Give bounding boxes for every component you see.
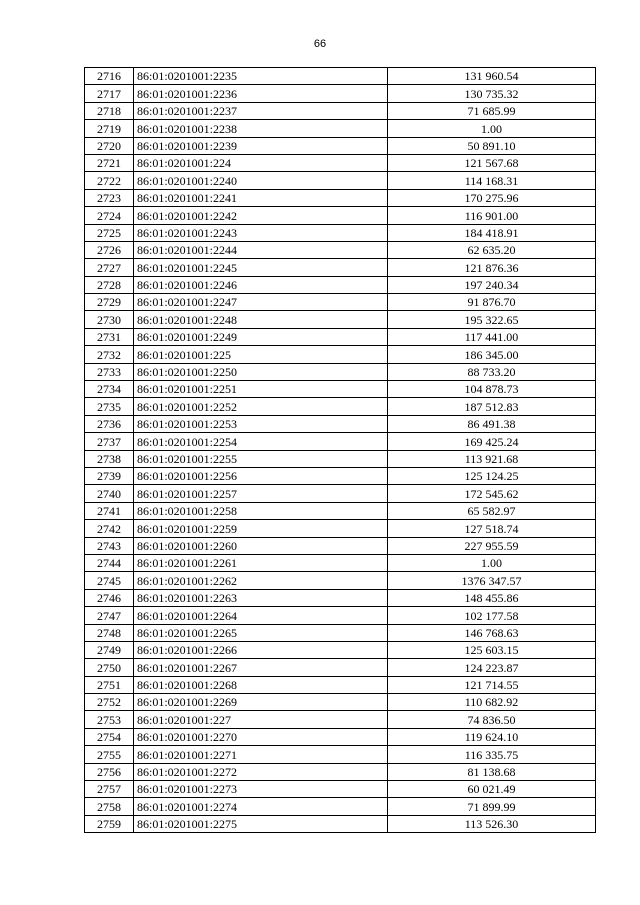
cadastral-value-cell: 74 836.50 [388, 711, 596, 728]
cadastral-number-cell: 86:01:0201001:2250 [134, 363, 388, 380]
row-number-cell: 2746 [85, 589, 134, 606]
row-number-cell: 2751 [85, 676, 134, 693]
table-row [85, 815, 596, 832]
row-number-cell: 2716 [85, 68, 134, 85]
row-number-cell: 2717 [85, 85, 134, 102]
cadastral-value-cell: 113 526.30 [388, 815, 596, 832]
cadastral-value-cell: 110 682.92 [388, 694, 596, 711]
row-number-cell: 2754 [85, 728, 134, 745]
row-number-cell: 2729 [85, 294, 134, 311]
cadastral-number-cell: 86:01:0201001:2256 [134, 467, 388, 484]
cadastral-value-cell: 148 455.86 [388, 589, 596, 606]
cadastral-number-cell: 86:01:0201001:2254 [134, 433, 388, 450]
cadastral-value-cell: 187 512.83 [388, 398, 596, 415]
table-row [85, 467, 596, 484]
cadastral-number-cell: 86:01:0201001:2269 [134, 694, 388, 711]
table-row [85, 328, 596, 345]
table-row [85, 607, 596, 624]
table-row [85, 398, 596, 415]
cadastral-number-cell: 86:01:0201001:2253 [134, 415, 388, 432]
cadastral-number-cell: 86:01:0201001:227 [134, 711, 388, 728]
row-number-cell: 2748 [85, 624, 134, 641]
row-number-cell: 2758 [85, 798, 134, 815]
cadastral-number-cell: 86:01:0201001:2261 [134, 554, 388, 571]
cadastral-number-cell: 86:01:0201001:225 [134, 346, 388, 363]
table-row [85, 659, 596, 676]
table-row [85, 694, 596, 711]
cadastral-value-cell: 114 168.31 [388, 172, 596, 189]
cadastral-number-cell: 86:01:0201001:224 [134, 154, 388, 171]
cadastral-number-cell: 86:01:0201001:2247 [134, 294, 388, 311]
cadastral-number-cell: 86:01:0201001:2241 [134, 189, 388, 206]
cadastral-number-cell: 86:01:0201001:2260 [134, 537, 388, 554]
cadastral-value-cell: 1.00 [388, 554, 596, 571]
cadastral-value-cell: 86 491.38 [388, 415, 596, 432]
row-number-cell: 2757 [85, 781, 134, 798]
cadastral-number-cell: 86:01:0201001:2236 [134, 85, 388, 102]
row-number-cell: 2756 [85, 763, 134, 780]
cadastral-value-cell: 146 768.63 [388, 624, 596, 641]
cadastral-value-cell: 60 021.49 [388, 781, 596, 798]
table-row [85, 728, 596, 745]
row-number-cell: 2742 [85, 520, 134, 537]
table-row [85, 572, 596, 589]
cadastral-number-cell: 86:01:0201001:2268 [134, 676, 388, 693]
cadastral-number-cell: 86:01:0201001:2252 [134, 398, 388, 415]
cadastral-number-cell: 86:01:0201001:2244 [134, 241, 388, 258]
cadastral-number-cell: 86:01:0201001:2237 [134, 102, 388, 119]
table-row [85, 502, 596, 519]
row-number-cell: 2752 [85, 694, 134, 711]
cadastral-number-cell: 86:01:0201001:2239 [134, 137, 388, 154]
row-number-cell: 2745 [85, 572, 134, 589]
cadastral-value-cell: 170 275.96 [388, 189, 596, 206]
row-number-cell: 2734 [85, 381, 134, 398]
table-row [85, 676, 596, 693]
cadastral-number-cell: 86:01:0201001:2272 [134, 763, 388, 780]
table-row [85, 781, 596, 798]
row-number-cell: 2733 [85, 363, 134, 380]
cadastral-number-cell: 86:01:0201001:2259 [134, 520, 388, 537]
cadastral-value-cell: 121 876.36 [388, 259, 596, 276]
cadastral-value-cell: 124 223.87 [388, 659, 596, 676]
cadastral-value-cell: 117 441.00 [388, 328, 596, 345]
table-body [85, 68, 596, 833]
row-number-cell: 2721 [85, 154, 134, 171]
row-number-cell: 2747 [85, 607, 134, 624]
table-row [85, 798, 596, 815]
table-row [85, 85, 596, 102]
table-row [85, 641, 596, 658]
cadastral-number-cell: 86:01:0201001:2266 [134, 641, 388, 658]
cadastral-number-cell: 86:01:0201001:2262 [134, 572, 388, 589]
row-number-cell: 2726 [85, 241, 134, 258]
table-row [85, 102, 596, 119]
row-number-cell: 2720 [85, 137, 134, 154]
row-number-cell: 2718 [85, 102, 134, 119]
page-number: 66 [313, 38, 327, 50]
row-number-cell: 2719 [85, 120, 134, 137]
cadastral-number-cell: 86:01:0201001:2248 [134, 311, 388, 328]
row-number-cell: 2753 [85, 711, 134, 728]
cadastral-number-cell: 86:01:0201001:2273 [134, 781, 388, 798]
table-row [85, 554, 596, 571]
cadastral-value-cell: 172 545.62 [388, 485, 596, 502]
row-number-cell: 2759 [85, 815, 134, 832]
cadastral-value-table [84, 67, 596, 833]
row-number-cell: 2744 [85, 554, 134, 571]
table-row [85, 711, 596, 728]
cadastral-number-cell: 86:01:0201001:2243 [134, 224, 388, 241]
cadastral-number-cell: 86:01:0201001:2245 [134, 259, 388, 276]
cadastral-number-cell: 86:01:0201001:2249 [134, 328, 388, 345]
table-row [85, 172, 596, 189]
row-number-cell: 2755 [85, 746, 134, 763]
table-row [85, 259, 596, 276]
cadastral-number-cell: 86:01:0201001:2238 [134, 120, 388, 137]
table-row [85, 120, 596, 137]
table-row [85, 485, 596, 502]
row-number-cell: 2732 [85, 346, 134, 363]
cadastral-value-cell: 71 685.99 [388, 102, 596, 119]
row-number-cell: 2724 [85, 207, 134, 224]
row-number-cell: 2750 [85, 659, 134, 676]
row-number-cell: 2738 [85, 450, 134, 467]
cadastral-value-cell: 65 582.97 [388, 502, 596, 519]
cadastral-number-cell: 86:01:0201001:2271 [134, 746, 388, 763]
row-number-cell: 2731 [85, 328, 134, 345]
row-number-cell: 2741 [85, 502, 134, 519]
table-row [85, 763, 596, 780]
cadastral-number-cell: 86:01:0201001:2258 [134, 502, 388, 519]
table-row [85, 68, 596, 85]
cadastral-value-cell: 1376 347.57 [388, 572, 596, 589]
table-row [85, 450, 596, 467]
row-number-cell: 2743 [85, 537, 134, 554]
row-number-cell: 2740 [85, 485, 134, 502]
table-row [85, 154, 596, 171]
table-row [85, 520, 596, 537]
cadastral-value-cell: 130 735.32 [388, 85, 596, 102]
row-number-cell: 2725 [85, 224, 134, 241]
cadastral-number-cell: 86:01:0201001:2235 [134, 68, 388, 85]
cadastral-number-cell: 86:01:0201001:2267 [134, 659, 388, 676]
cadastral-number-cell: 86:01:0201001:2265 [134, 624, 388, 641]
cadastral-value-cell: 227 955.59 [388, 537, 596, 554]
table-row [85, 415, 596, 432]
row-number-cell: 2730 [85, 311, 134, 328]
cadastral-value-cell: 88 733.20 [388, 363, 596, 380]
cadastral-value-cell: 102 177.58 [388, 607, 596, 624]
cadastral-value-cell: 125 124.25 [388, 467, 596, 484]
cadastral-value-cell: 119 624.10 [388, 728, 596, 745]
table-row [85, 589, 596, 606]
table-row [85, 363, 596, 380]
cadastral-number-cell: 86:01:0201001:2257 [134, 485, 388, 502]
cadastral-value-cell: 71 899.99 [388, 798, 596, 815]
cadastral-value-cell: 125 603.15 [388, 641, 596, 658]
row-number-cell: 2737 [85, 433, 134, 450]
cadastral-value-cell: 169 425.24 [388, 433, 596, 450]
cadastral-number-cell: 86:01:0201001:2263 [134, 589, 388, 606]
cadastral-value-cell: 1.00 [388, 120, 596, 137]
cadastral-value-cell: 116 335.75 [388, 746, 596, 763]
cadastral-number-cell: 86:01:0201001:2255 [134, 450, 388, 467]
table-row [85, 381, 596, 398]
table-row [85, 746, 596, 763]
cadastral-number-cell: 86:01:0201001:2251 [134, 381, 388, 398]
cadastral-value-cell: 62 635.20 [388, 241, 596, 258]
cadastral-value-cell: 195 322.65 [388, 311, 596, 328]
cadastral-number-cell: 86:01:0201001:2240 [134, 172, 388, 189]
cadastral-value-cell: 104 878.73 [388, 381, 596, 398]
table-row [85, 224, 596, 241]
cadastral-value-cell: 113 921.68 [388, 450, 596, 467]
table-row [85, 294, 596, 311]
row-number-cell: 2727 [85, 259, 134, 276]
table-row [85, 346, 596, 363]
cadastral-value-cell: 121 567.68 [388, 154, 596, 171]
cadastral-value-cell: 184 418.91 [388, 224, 596, 241]
cadastral-value-cell: 50 891.10 [388, 137, 596, 154]
row-number-cell: 2723 [85, 189, 134, 206]
row-number-cell: 2735 [85, 398, 134, 415]
table-row [85, 311, 596, 328]
table-row [85, 624, 596, 641]
table-row [85, 433, 596, 450]
table-row [85, 137, 596, 154]
row-number-cell: 2749 [85, 641, 134, 658]
table-row [85, 241, 596, 258]
cadastral-value-cell: 81 138.68 [388, 763, 596, 780]
row-number-cell: 2736 [85, 415, 134, 432]
row-number-cell: 2728 [85, 276, 134, 293]
cadastral-number-cell: 86:01:0201001:2270 [134, 728, 388, 745]
cadastral-number-cell: 86:01:0201001:2242 [134, 207, 388, 224]
cadastral-number-cell: 86:01:0201001:2274 [134, 798, 388, 815]
table-row [85, 207, 596, 224]
table-row [85, 537, 596, 554]
cadastral-number-cell: 86:01:0201001:2246 [134, 276, 388, 293]
cadastral-value-cell: 131 960.54 [388, 68, 596, 85]
cadastral-number-cell: 86:01:0201001:2275 [134, 815, 388, 832]
row-number-cell: 2722 [85, 172, 134, 189]
cadastral-value-cell: 116 901.00 [388, 207, 596, 224]
cadastral-number-cell: 86:01:0201001:2264 [134, 607, 388, 624]
cadastral-value-cell: 197 240.34 [388, 276, 596, 293]
row-number-cell: 2739 [85, 467, 134, 484]
cadastral-value-cell: 127 518.74 [388, 520, 596, 537]
cadastral-value-cell: 91 876.70 [388, 294, 596, 311]
table-row [85, 189, 596, 206]
table-row [85, 276, 596, 293]
cadastral-value-cell: 121 714.55 [388, 676, 596, 693]
cadastral-value-cell: 186 345.00 [388, 346, 596, 363]
